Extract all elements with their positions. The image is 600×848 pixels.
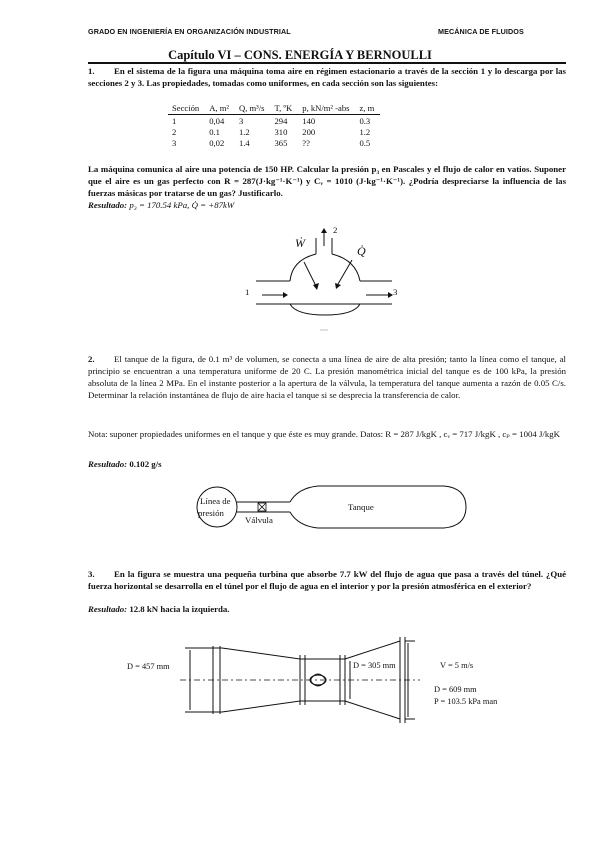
table-header: p, kN/m² -abs xyxy=(298,101,355,115)
dome-bottom xyxy=(290,304,360,315)
arrowhead-q xyxy=(335,283,341,289)
diffuser-top xyxy=(345,641,400,659)
result-value: 0.102 g/s xyxy=(129,459,162,469)
problem-3-result xyxy=(88,603,566,615)
table-header-row xyxy=(168,101,380,115)
turbine-blade xyxy=(310,674,326,686)
dim-right-label: D = 609 mm xyxy=(434,685,477,694)
table-cell: 310 xyxy=(274,126,288,137)
table-header: Q, m³/s xyxy=(235,101,271,115)
tank-label: Tanque xyxy=(348,502,374,512)
table-cell: 200 xyxy=(302,126,316,137)
turbine-hub xyxy=(310,675,326,685)
arrowhead-w xyxy=(313,283,319,290)
dome-right xyxy=(332,254,360,281)
table-cell: 0,02 xyxy=(209,137,225,148)
result-value: p₃ = 170.54 kPa, Q̇ = +87kW xyxy=(129,200,235,210)
problem-1-result xyxy=(88,199,566,211)
dim-left-label: D = 457 mm xyxy=(127,662,170,671)
velocity-label: V = 5 m/s xyxy=(440,661,474,670)
table-cell: 0.5 xyxy=(359,137,371,148)
problem-2-statement xyxy=(88,353,566,401)
label-2: 2 xyxy=(333,225,338,235)
result-value: 12.8 kN hacia la izquierda. xyxy=(129,604,230,614)
arrowhead-1 xyxy=(283,292,288,298)
problem-2-text: El tanque de la figura, de 0.1 m³ de volumen, se conecta a una línea de aire de alta presión; tanto la línea como el tanque, al principio se encuentran a una temperatura uniforme de 20 C. La presión manométrica inicial del tanque es de 100 kPa, la presión absoluta de la línea 2 MPa. En el instante posterior a la apertura de la válvula, la temperatura del tanque aumenta a razón de 0.05 C/s. Determinar la relación instantánea de flujo de aire hacia el tanque si se desprecia la transferencia de calor. xyxy=(88,354,566,400)
arrow-w xyxy=(304,262,316,286)
label-w: Ẇ xyxy=(295,236,305,250)
arrow-q xyxy=(338,260,352,284)
result-label: Resultado: xyxy=(88,604,128,614)
table-cell: 3 xyxy=(172,137,177,148)
valve-label: Válvula xyxy=(245,515,273,525)
header-left: GRADO EN INGENIERÍA EN ORGANIZACIÓN INDUSTRIAL xyxy=(88,27,291,36)
table-row xyxy=(168,126,380,137)
label-3: 3 xyxy=(393,287,398,297)
pressure-right-label: P = 103.5 kPa man xyxy=(434,697,498,706)
problem-2-note: Nota: suponer propiedades uniformes en el tanque y que éste es muy grande. Datos: R = 287 J/kgK , cᵥ = 717 J/kgK , cₚ = 1004 J/kgK xyxy=(88,429,560,439)
result-label: Resultado: xyxy=(88,459,128,469)
valve-icon xyxy=(258,503,266,511)
problem-1-number: 1. xyxy=(88,66,95,76)
table-cell: 1 xyxy=(172,115,177,126)
contraction-top xyxy=(222,648,300,659)
line-label-2: presión xyxy=(198,508,224,518)
table-cell: 1.2 xyxy=(359,126,371,137)
table-cell: 365 xyxy=(274,137,288,148)
problem-1-statement: La máquina comunica al aire una potencia de 150 HP. Calcular la presión p₃ en Pascales y el flujo de calor en vatios. Suponer que el aire es un gas perfecto con R = 287(J·kg⁻¹·K⁻¹) y Cᵥ = 1010 (J·kg⁻¹·K⁻¹). ¿Podría despreciarse la influencia de las fuerzas másicas por tratarse de un gas? Justificarlo. xyxy=(88,164,566,198)
contraction-bottom xyxy=(222,701,300,712)
table-header: T, ºK xyxy=(270,101,298,115)
table-header: Sección xyxy=(168,101,205,115)
table-cell: 1.4 xyxy=(238,137,250,148)
arrowhead-2 xyxy=(321,228,327,233)
line-label-1: Línea de xyxy=(200,496,231,506)
table-row xyxy=(168,115,380,127)
table-header: z, m xyxy=(355,101,380,115)
page-title: Capítulo VI – CONS. ENERGÍA Y BERNOULLI xyxy=(168,48,432,62)
table-header: A, m² xyxy=(205,101,235,115)
properties-table xyxy=(168,101,380,148)
result-label: Resultado: xyxy=(88,200,128,210)
table-cell: 3 xyxy=(238,115,244,126)
table-cell: 2 xyxy=(172,126,177,137)
table-cell: 1.2 xyxy=(238,126,250,137)
table-cell: 0,04 xyxy=(209,115,225,126)
problem-2-number: 2. xyxy=(88,354,95,364)
table-cell: 0.1 xyxy=(209,126,220,137)
problem-3-number: 3. xyxy=(88,569,95,579)
pressure-line-circle xyxy=(197,487,237,527)
title-underline xyxy=(88,62,566,64)
problem-1-intro-text: En el sistema de la figura una máquina toma aire en régimen estacionario a través de la sección 1 y lo descarga por las secciones 2 y 3. Las propiedades, tomadas como uniformes, en cada sección son las siguientes: xyxy=(88,66,566,88)
problem-3-statement xyxy=(88,568,566,592)
table-cell: 0.3 xyxy=(359,115,371,126)
table-cell: 140 xyxy=(302,115,316,126)
problem-1-intro xyxy=(88,65,566,89)
diffuser-bottom xyxy=(345,701,400,719)
header-right: MECÁNICA DE FLUIDOS xyxy=(438,27,524,36)
dim-mid-label: D = 305 mm xyxy=(353,661,396,670)
table-row xyxy=(168,137,380,148)
table-cell: 294 xyxy=(274,115,288,126)
problem-2-result xyxy=(88,458,566,470)
table-cell: ?? xyxy=(302,137,310,148)
problem-3-text: En la figura se muestra una pequeña turbina que absorbe 7.7 kW del flujo de agua que pasa a través del túnel. ¿Qué fuerza horizontal se desarrolla en el túnel por el flujo de agua en el interior y por la presión atmosférica en el exterior? xyxy=(88,569,566,591)
label-q: Q̇ xyxy=(357,244,366,258)
dome-left xyxy=(290,254,316,281)
label-1: 1 xyxy=(245,287,250,297)
